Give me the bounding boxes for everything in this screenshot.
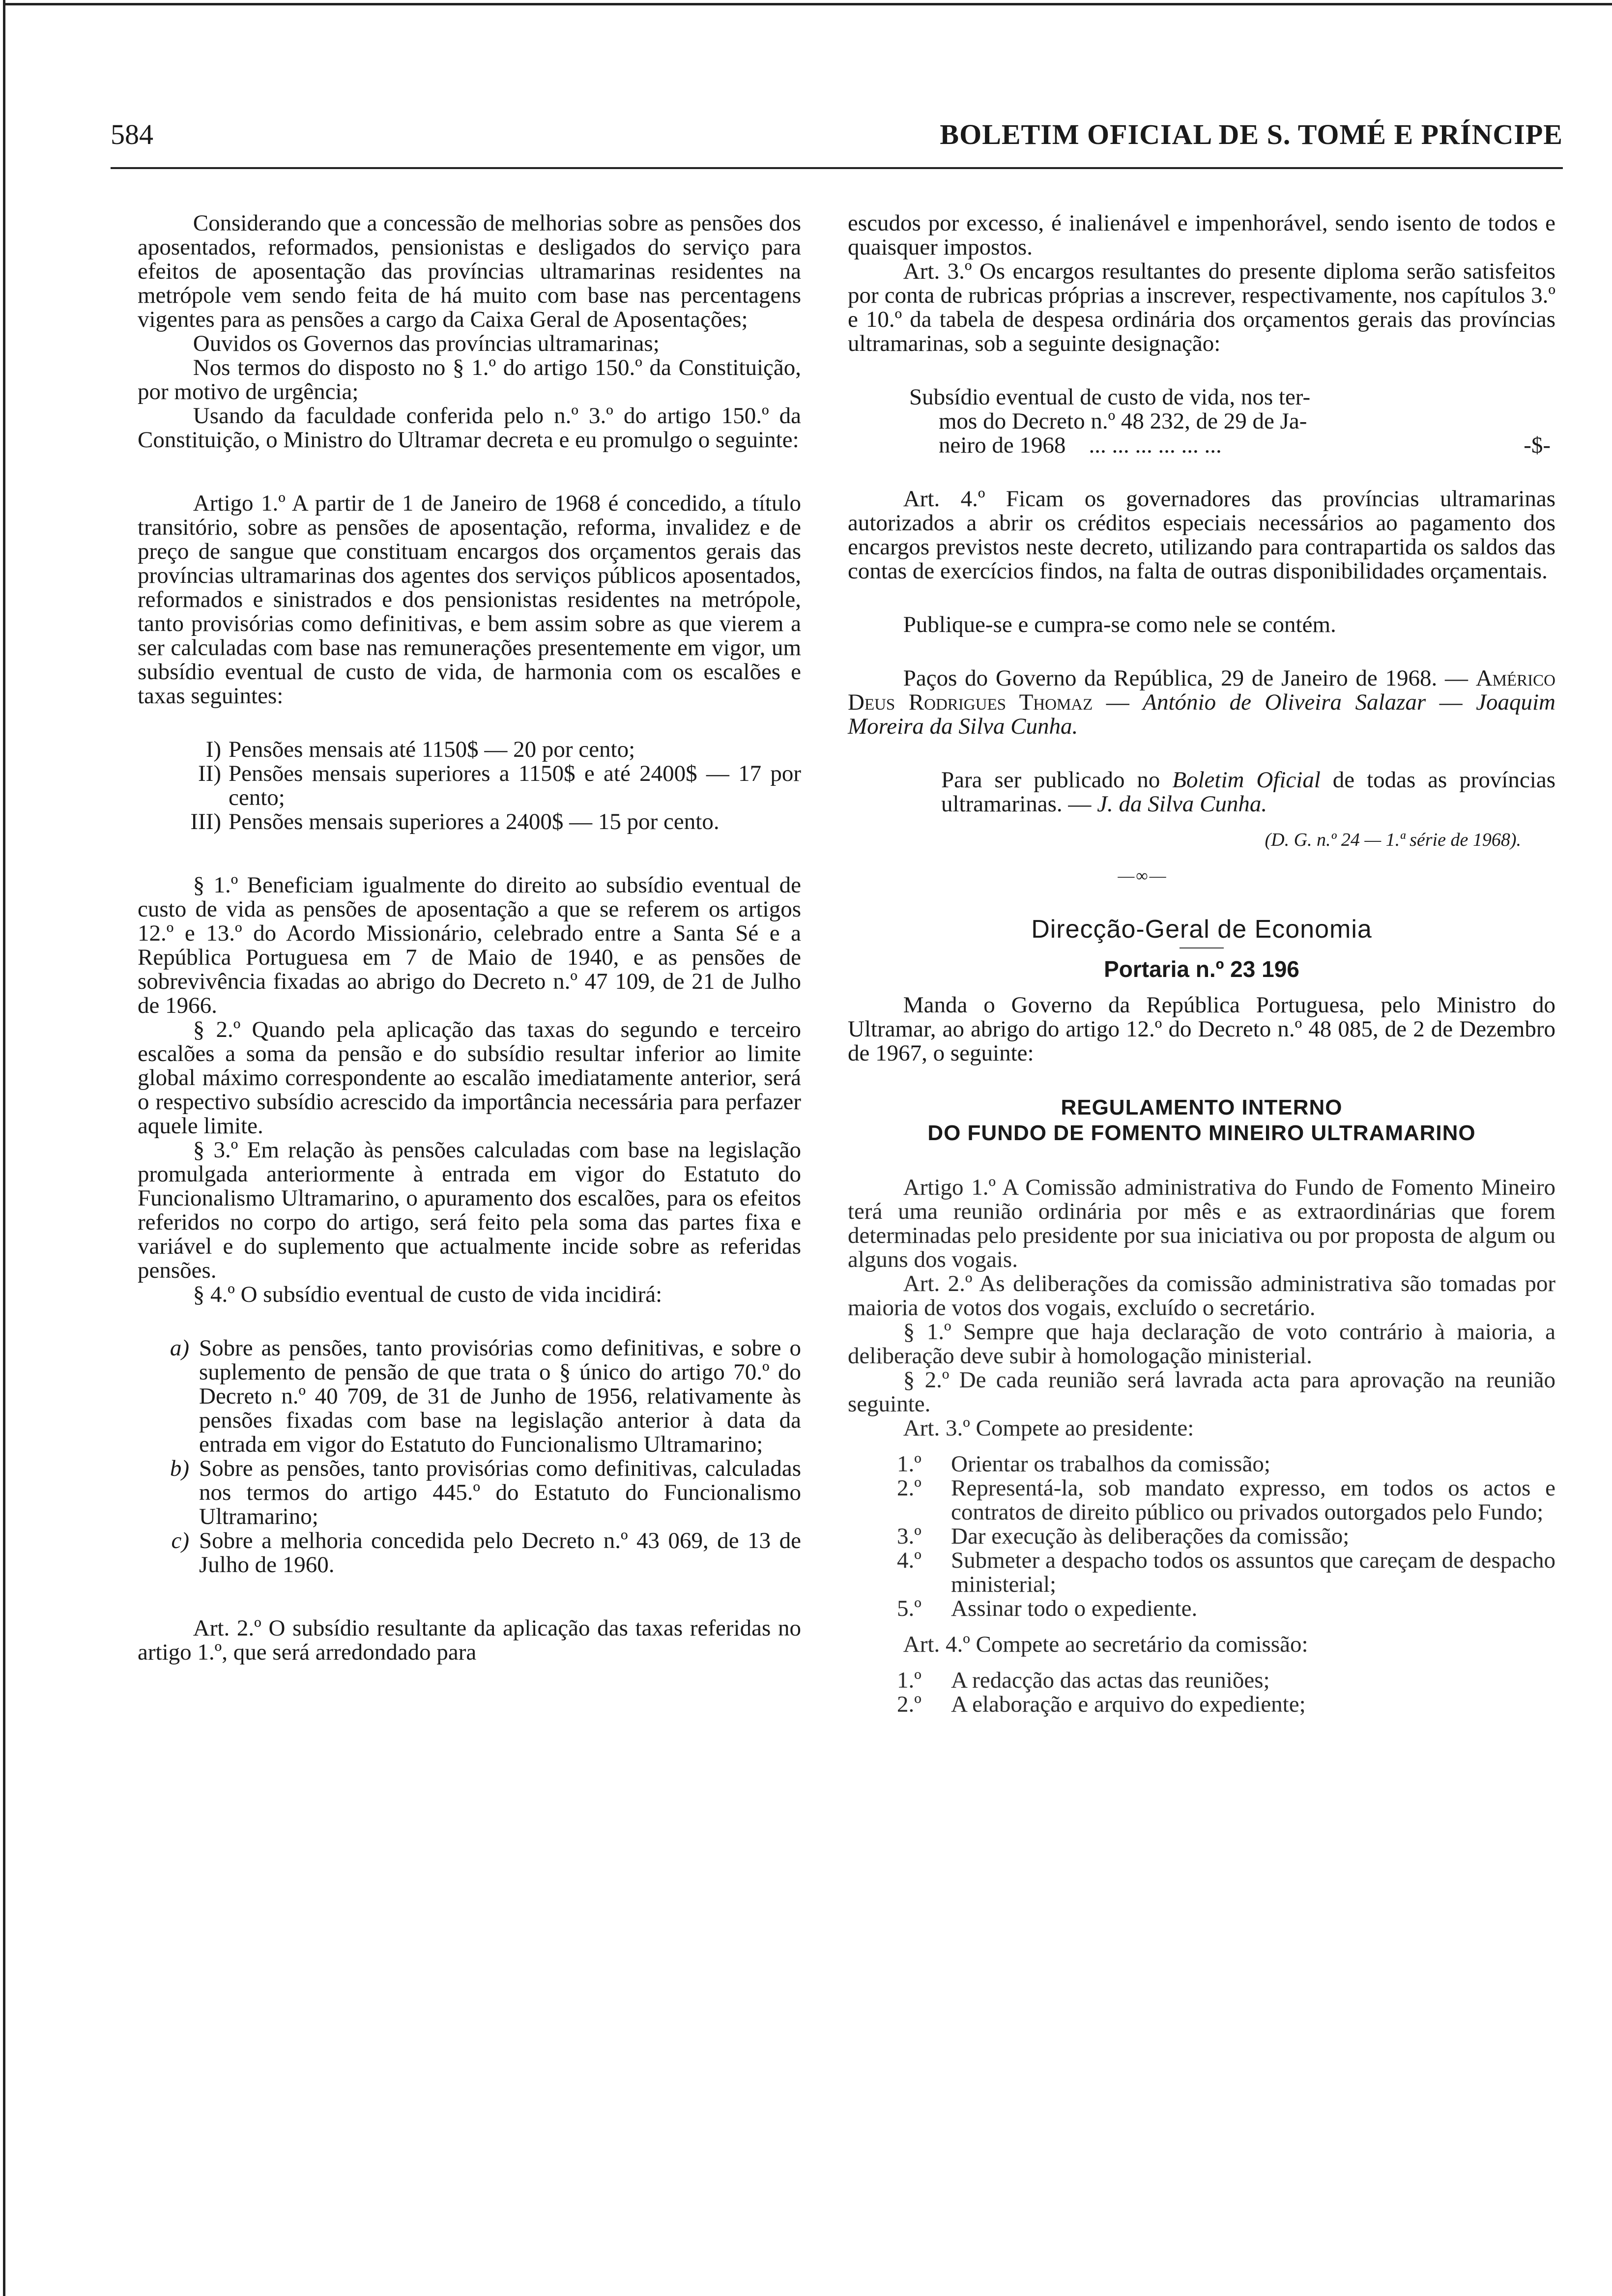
paragraph-2: § 2.º Quando pela aplicação das taxas do segundo e terceiro escalões a soma da pensão e do subsídio resultar inferior ao limite global máximo correspondente ao escalão imediatamente anterior, será o respectivo subsídio acrescido da importância necessária para perfazer aquele limite. bbox=[138, 1017, 801, 1139]
regulation-subtitle: DO FUNDO DE FOMENTO MINEIRO ULTRAMARINO bbox=[927, 1121, 1476, 1145]
paragraph-4: § 4.º O subsídio eventual de custo de vida incidirá: bbox=[193, 1282, 662, 1307]
regulation-title: REGULAMENTO INTERNO bbox=[1061, 1095, 1343, 1119]
budget-designation: Subsídio eventual de custo de vida, nos ter- mos do Decreto n.º 48 232, de 29 de Ja- neiro de 1968 ... ... ... ... ... ... -$- bbox=[909, 384, 1551, 458]
section-heading: Direcção-Geral de Economia bbox=[1031, 915, 1372, 944]
article-1: Artigo 1.º A partir de 1 de Janeiro de 1968 é concedido, a título transitório, sobre as pensões de aposentação, reforma, invalidez e de preço de sangue que constituam encargos dos orçamentos gerais das províncias ultramarinas dos agentes dos serviços públicos aposentados, reformados e sinistrados e dos pensionistas residentes na metrópole, tanto provisórias como definitivas, e bem assim sobre as que vierem a ser calculadas com base nas remunerações presentemente em vigor, um subsídio eventual de custo de vida, de harmonia com os escalões e taxas seguintes: bbox=[138, 490, 801, 709]
list-item: 2.º Representá-la, sob mandato expresso, em todos os actos e contratos de direito público ou privados outorgados pelo Fundo; bbox=[897, 1475, 1555, 1525]
portaria-title: Portaria n.º 23 196 bbox=[1104, 956, 1299, 982]
reg-paragraph-1: § 1.º Sempre que haja declaração de voto contrário à maioria, a deliberação deve subir à homologação ministerial. bbox=[848, 1319, 1555, 1369]
paragraph-1: § 1.º Beneficiam igualmente do direito ao subsídio eventual de custo de vida as pensões de aposentação a que se referem os artigos 12.º e 13.º do Acordo Missionário, celebrado entre a Santa Sé e a República Portuguesa em 7 de Maio de 1940, e as pensões de sobrevivência fixadas ao abrigo do Decreto n.º 47 109, de 21 de Julho de 1966. bbox=[138, 872, 801, 1018]
article-4: Art. 4.º Ficam os governadores das províncias ultramarinas autorizados a abrir os créditos especiais necessários ao pagamento dos encargos previstos neste decreto, utilizando para contrapartida os saldos das contas de exercícios findos, na falta de outras disponibilidades orçamentais. bbox=[848, 486, 1555, 584]
signature-block: Paços do Governo da República, 29 de Janeiro de 1968. — Américo Deus Rodrigues Thomaz — António de Oliveira Salazar — Joaquim Moreira da Silva Cunha. bbox=[848, 665, 1556, 739]
publication-note: Para ser publicado no Boletim Oficial de todas as províncias ultramarinas. — J. da Silva Cunha. bbox=[941, 767, 1555, 817]
list-item: a) Sobre as pensões, tanto provisórias como definitivas, e sobre o suplemento de pensão de que trata o § único do artigo 70.º do Decreto n.º 40 709, de 31 de Junho de 1956, relativamente às pensões fixadas com base na legislação anterior à data da entrada em vigor do Estatuto do Funcionalismo Ultramarino; bbox=[170, 1335, 801, 1457]
reg-paragraph-2: § 2.º De cada reunião será lavrada acta para aprovação na reunião seguinte. bbox=[848, 1367, 1555, 1417]
publication-title: BOLETIM OFICIAL DE S. TOMÉ E PRÍNCIPE bbox=[940, 118, 1563, 150]
list-item: II) Pensões mensais superiores a 1150$ e até 2400$ — 17 por cento; bbox=[198, 761, 801, 810]
page-header bbox=[111, 118, 1563, 157]
article-3: Art. 3.º Os encargos resultantes do presente diploma serão satisfeitos por conta de rubricas próprias a inscrever, respectivamente, nos capítulos 3.º e 10.º da tabela de despesa ordinária dos orçamentos gerais das províncias ultramarinas, sob a seguinte designação: bbox=[848, 258, 1555, 356]
list-item: 1.º Orientar os trabalhos da comissão; bbox=[897, 1451, 1270, 1477]
left-column bbox=[138, 211, 801, 1665]
preamble-paragraph: Ouvidos os Governos das províncias ultramarinas; bbox=[193, 331, 660, 356]
page-number: 584 bbox=[111, 118, 153, 150]
publique-line: Publique-se e cumpra-se como nele se contém. bbox=[903, 612, 1336, 637]
amount-value: -$- bbox=[1524, 432, 1551, 458]
ornament-divider: —∞— bbox=[1118, 867, 1168, 885]
reg-article-1: Artigo 1.º A Comissão administrativa do Fundo de Fomento Mineiro terá uma reunião ordinária por mês e as extraordinárias que forem determinadas pelo presidente por sua iniciativa ou por proposta de algum ou alguns dos vogais. bbox=[848, 1175, 1555, 1272]
reg-article-3: Art. 3.º Compete ao presidente: bbox=[903, 1415, 1194, 1441]
scan-border-left bbox=[3, 0, 5, 2296]
continuation-paragraph: escudos por excesso, é inalienável e impenhorável, sendo isento de todos e quaisquer impostos. bbox=[848, 210, 1555, 260]
preamble-paragraph: Usando da faculdade conferida pelo n.º 3.º do artigo 150.º da Constituição, o Ministro do Ultramar decreta e eu promulgo o seguinte: bbox=[138, 403, 801, 453]
escaloes-list bbox=[138, 738, 801, 834]
list-item: 5.º Assinar todo o expediente. bbox=[897, 1596, 1198, 1621]
preamble-paragraph: Considerando que a concessão de melhorias sobre as pensões dos aposentados, reformados, pensionistas e desligados do serviço para efeitos de aposentação das províncias ultramarinas residentes na metrópole vem sendo feita de há muito com base nas percentagens vigentes para as pensões a cargo da Caixa Geral de Aposentações; bbox=[138, 210, 801, 332]
paragraph-3: § 3.º Em relação às pensões calculadas com base na legislação promulgada anteriormente à entrada em vigor do Estatuto do Funcionalismo Ultramarino, o apuramento dos escalões, para os efeitos referidos no corpo do artigo, será feito pela soma das partes fixa e variável e do suplemento que actualmente incide sobre as referidas pensões. bbox=[138, 1137, 801, 1283]
signatory: Joaquim Moreira da Silva Cunha. bbox=[848, 689, 1556, 739]
list-item: c) Sobre a melhoria concedida pelo Decreto n.º 43 069, de 13 de Julho de 1960. bbox=[171, 1528, 801, 1578]
signatory: Américo Deus Rodrigues Thomaz bbox=[848, 665, 1556, 715]
presidente-duties-list bbox=[848, 1452, 1555, 1621]
reg-article-4: Art. 4.º Compete ao secretário da comissão: bbox=[903, 1632, 1308, 1657]
article-2: Art. 2.º O subsídio resultante da aplicação das taxas referidas no artigo 1.º, que será arredondado para bbox=[138, 1615, 801, 1665]
signatory: António de Oliveira Salazar bbox=[1143, 689, 1426, 715]
list-item: 1.º A redacção das actas das reuniões; bbox=[897, 1667, 1270, 1693]
list-item: 3.º Dar execução às deliberações da comissão; bbox=[897, 1523, 1350, 1549]
gazette-reference: (D. G. n.º 24 — 1.ª série de 1968). bbox=[1265, 830, 1521, 850]
right-column bbox=[848, 211, 1555, 1717]
list-item: 4.º Submeter a despacho todos os assuntos que careçam de despacho ministerial; bbox=[897, 1548, 1555, 1597]
preamble-paragraph: Nos termos do disposto no § 1.º do artigo 150.º da Constituição, por motivo de urgência; bbox=[138, 355, 801, 404]
alineas-list bbox=[138, 1336, 801, 1577]
reg-article-2: Art. 2.º As deliberações da comissão administrativa são tomadas por maioria de votos dos vogais, excluído o secretário. bbox=[848, 1271, 1555, 1320]
list-item: 2.º A elaboração e arquivo do expediente; bbox=[897, 1692, 1306, 1717]
list-item: III) Pensões mensais superiores a 2400$ — 15 por cento. bbox=[190, 809, 720, 834]
header-rule bbox=[111, 167, 1563, 169]
short-rule bbox=[1180, 947, 1224, 948]
list-item: b) Sobre as pensões, tanto provisórias como definitivas, calculadas nos termos do artigo 445.º do Estatuto do Funcionalismo Ultramarino; bbox=[170, 1456, 801, 1529]
list-item: I) Pensões mensais até 1150$ — 20 por cento; bbox=[205, 737, 635, 762]
secretario-duties-list bbox=[848, 1668, 1555, 1717]
manda-paragraph: Manda o Governo da República Portuguesa, pelo Ministro do Ultramar, ao abrigo do artigo 12.º do Decreto n.º 48 085, de 2 de Dezembro de 1967, o seguinte: bbox=[848, 992, 1555, 1066]
scan-border-top bbox=[3, 3, 1612, 5]
